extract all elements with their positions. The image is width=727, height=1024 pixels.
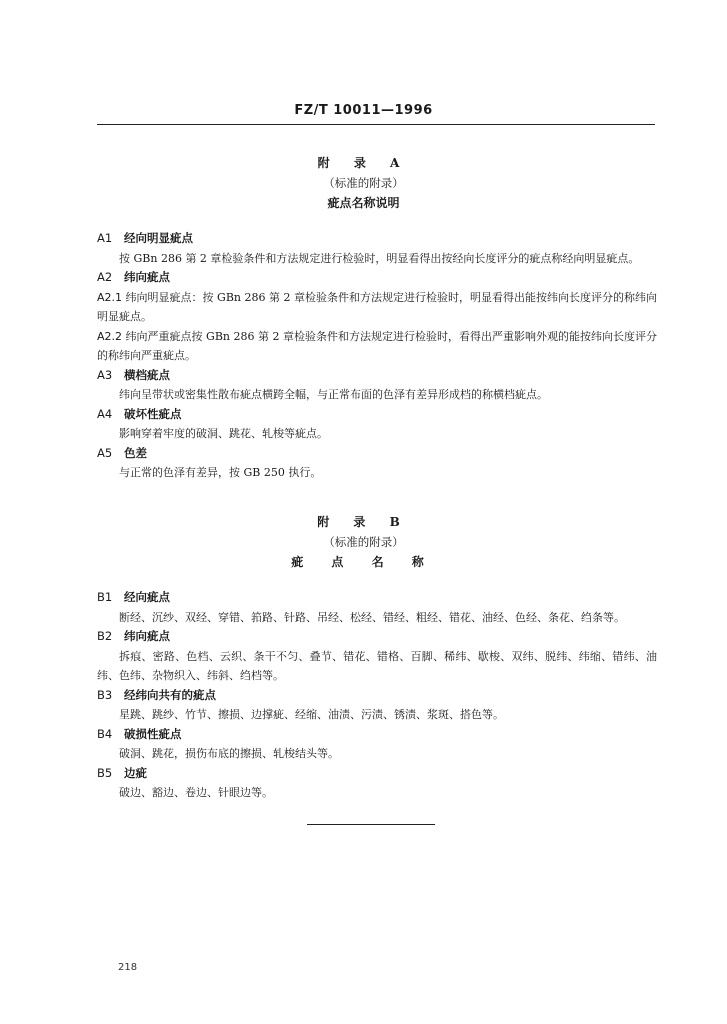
item-title: 边疵 [124,765,147,780]
annex-b-item-b4 [97,725,657,764]
item-title: 横档疵点 [124,367,170,382]
annex-b-section [97,588,657,803]
item-title: 经向明显疵点 [124,231,193,245]
item-title: 经纬向共有的疵点 [124,687,216,702]
annex-b-item-b1 [97,588,657,627]
annex-a-item-a2-2 [97,327,657,366]
item-number: B3 [97,687,113,702]
item-body: 纬向明显疵点：按 GBn 286 第 2 章检验条件和方法规定进行检验时，明显看得出能按纬向长度评分的称纬向明显疵点。 [97,290,657,323]
item-number: B2 [97,629,113,643]
item-number: A2.2 [97,329,123,343]
item-title: 色差 [124,445,147,460]
item-title: 破坏性疵点 [124,406,182,421]
item-number: A5 [97,445,113,460]
item-body: 纬向呈带状或密集性散布疵点横跨全幅，与正常布面的色泽有差异形成档的称横档疵点。 [119,388,548,401]
item-body: 破边、豁边、卷边、针眼边等。 [119,786,273,799]
item-number: B5 [97,765,113,780]
item-title: 破损性疵点 [124,726,182,741]
item-body: 与正常的色泽有差异，按 GB 250 执行。 [119,466,322,479]
annex-a-item-a2 [97,268,657,288]
end-divider [307,824,435,825]
page-number: 218 [118,962,138,973]
annex-a-item-a3 [97,366,657,405]
item-number: A2 [97,270,113,284]
item-number: A1 [97,231,113,245]
item-number: A3 [97,367,113,382]
standard-number: FZ/T 10011—1996 [294,103,433,118]
annex-a-heading: 疵点名称说明 [327,196,400,210]
item-body: 破洞、跳花，损伤布底的擦损、轧梭结头等。 [119,747,339,760]
item-body: 纬向严重疵点按 GBn 286 第 2 章检验条件和方法规定进行检验时，看得出严重影响外观的能按纬向长度评分的称纬向严重疵点。 [97,329,657,362]
annex-a-section [97,229,657,483]
annex-b-item-b3 [97,686,657,725]
annex-b-heading-block [0,512,727,572]
annex-a-title: 附 录 A [317,156,410,170]
annex-b-subtitle: （标准的附录） [323,535,404,549]
item-body: 断经、沉纱、双经、穿错、筘路、针路、吊经、松经、错经、粗经、错花、油经、色经、条花、绉条等。 [119,610,625,624]
annex-b-title: 附 录 B [317,515,410,529]
item-title: 经向疵点 [124,590,170,604]
item-body: 星跳、跳纱、竹节、擦损、边撑疵、经缩、油渍、污渍、锈渍、浆斑、搭色等。 [119,708,504,721]
annex-a-item-a4 [97,405,657,444]
item-title: 纬向疵点 [124,629,170,643]
annex-b-item-b5 [97,764,657,803]
annex-a-item-a5 [97,444,657,483]
annex-a-heading-block [0,153,727,213]
item-body: 按 GBn 286 第 2 章检验条件和方法规定进行检验时，明显看得出按经向长度评分的疵点称经向明显疵点。 [119,251,640,265]
annex-a-item-a1 [97,229,657,268]
item-body: 影响穿着牢度的破洞、跳花、轧梭等疵点。 [119,427,328,440]
annex-b-item-b2 [97,627,657,686]
annex-b-heading: 疵 点 名 称 [291,555,436,569]
item-number: B4 [97,726,113,741]
item-body: 拆痕、密路、色档、云织、条干不匀、叠节、错花、错格、百脚、稀纬、歇梭、双纬、脱纬、纬缩、错纬、油纬、色纬、杂物织入、纬斜、绉档等。 [97,649,657,682]
header-divider [97,124,655,125]
item-number: A4 [97,406,113,421]
item-number: A2.1 [97,290,123,304]
annex-a-subtitle: （标准的附录） [323,176,404,190]
annex-a-item-a2-1 [97,288,657,327]
item-title: 纬向疵点 [124,270,170,284]
item-number: B1 [97,590,113,604]
